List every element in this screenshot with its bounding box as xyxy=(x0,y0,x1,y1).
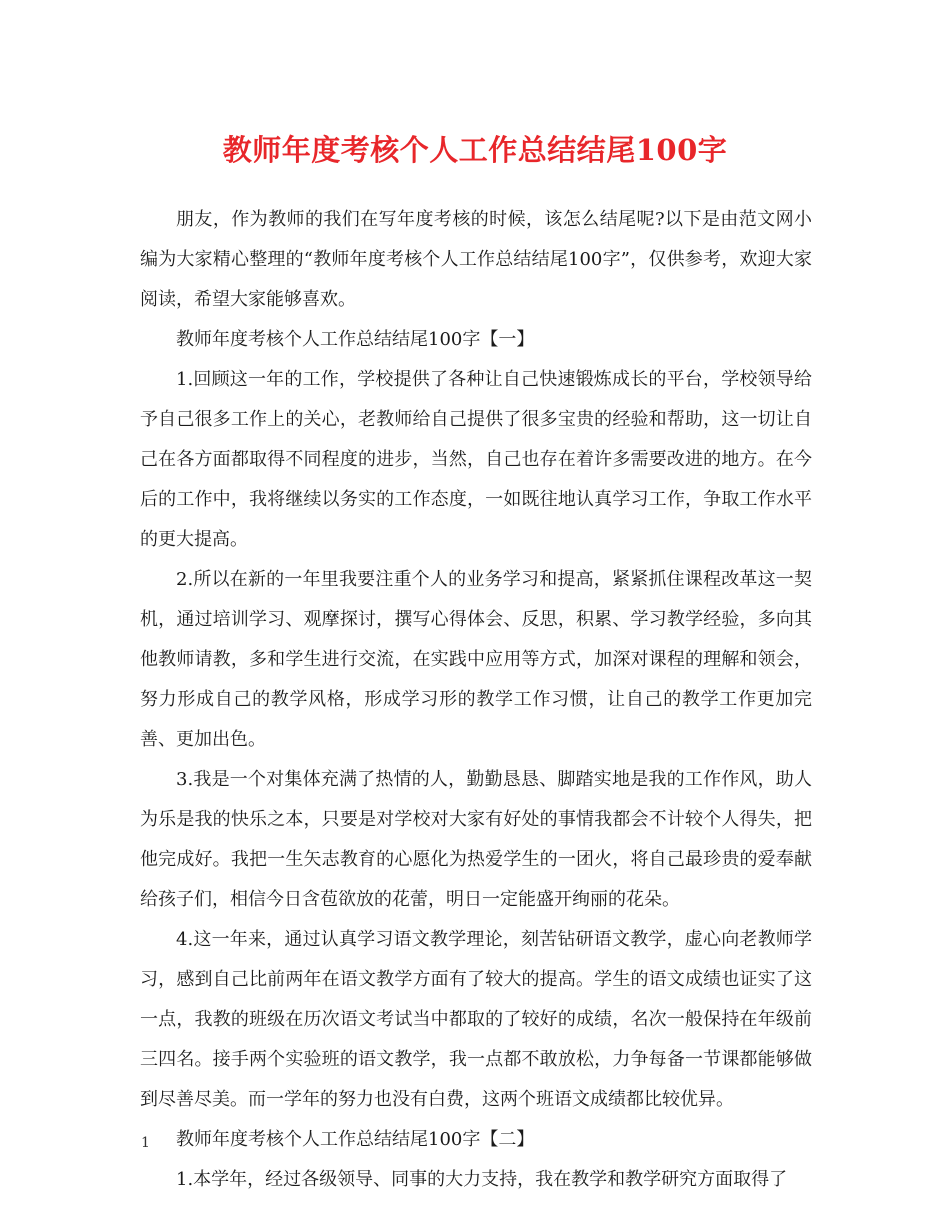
paragraph-3: 3.我是一个对集体充满了热情的人，勤勤恳恳、脚踏实地是我的工作作风，助人为乐是我的快乐之本，只要是对学校对大家有好处的事情我都会不计较个人得失，把他完成好。我把一生矢志教育的心愿化为热爱学生的一团火，将自己最珍贵的爱奉献给孩子们，相信今日含苞欲放的花蕾，明日一定能盛开绚丽的花朵。 xyxy=(140,769,812,910)
paragraph-1: 1.回顾这一年的工作，学校提供了各种让自己快速锻炼成长的平台，学校领导给予自己很多工作上的关心，老教师给自己提供了很多宝贵的经验和帮助，这一切让自己在各方面都取得不同程度的进步，当然，自己也存在着许多需要改进的地方。在今后的工作中，我将继续以务实的工作态度，一如既往地认真学习工作，争取工作水平的更大提高。 xyxy=(140,369,812,550)
section-heading-one: 教师年度考核个人工作总结结尾100字【一】 xyxy=(176,329,535,350)
intro-paragraph: 朋友，作为教师的我们在写年度考核的时候，该怎么结尾呢?以下是由范文网小编为大家精心整理的“教师年度考核个人工作总结结尾100字”，仅供参考，欢迎大家阅读，希望大家能够喜欢。 xyxy=(140,209,812,310)
section-heading-two: 教师年度考核个人工作总结结尾100字【二】 xyxy=(176,1129,535,1150)
document-body xyxy=(140,200,812,1200)
paragraph-4: 4.这一年来，通过认真学习语文教学理论，刻苦钻研语文教学，虚心向老教师学习，感到自己比前两年在语文教学方面有了较大的提高。学生的语文成绩也证实了这一点，我教的班级在历次语文考试当中都取的了较好的成绩，名次一般保持在年级前三四名。接手两个实验班的语文教学，我一点都不敢放松，力争每备一节课都能够做到尽善尽美。而一学年的努力也没有白费，这两个班语文成绩都比较优异。 xyxy=(140,929,812,1110)
paragraph-5: 1.本学年，经过各级领导、同事的大力支持，我在教学和教学研究方面取得了 xyxy=(176,1169,788,1190)
paragraph-2: 2.所以在新的一年里我要注重个人的业务学习和提高，紧紧抓住课程改革这一契机，通过培训学习、观摩探讨，撰写心得体会、反思，积累、学习教学经验，多向其他教师请教，多和学生进行交流，在实践中应用等方式，加深对课程的理解和领会，努力形成自己的教学风格，形成学习形的教学工作习惯，让自己的教学工作更加完善、更加出色。 xyxy=(140,569,812,750)
document-title: 教师年度考核个人工作总结结尾100字 xyxy=(222,133,728,167)
page-number: 1 xyxy=(141,1135,150,1151)
